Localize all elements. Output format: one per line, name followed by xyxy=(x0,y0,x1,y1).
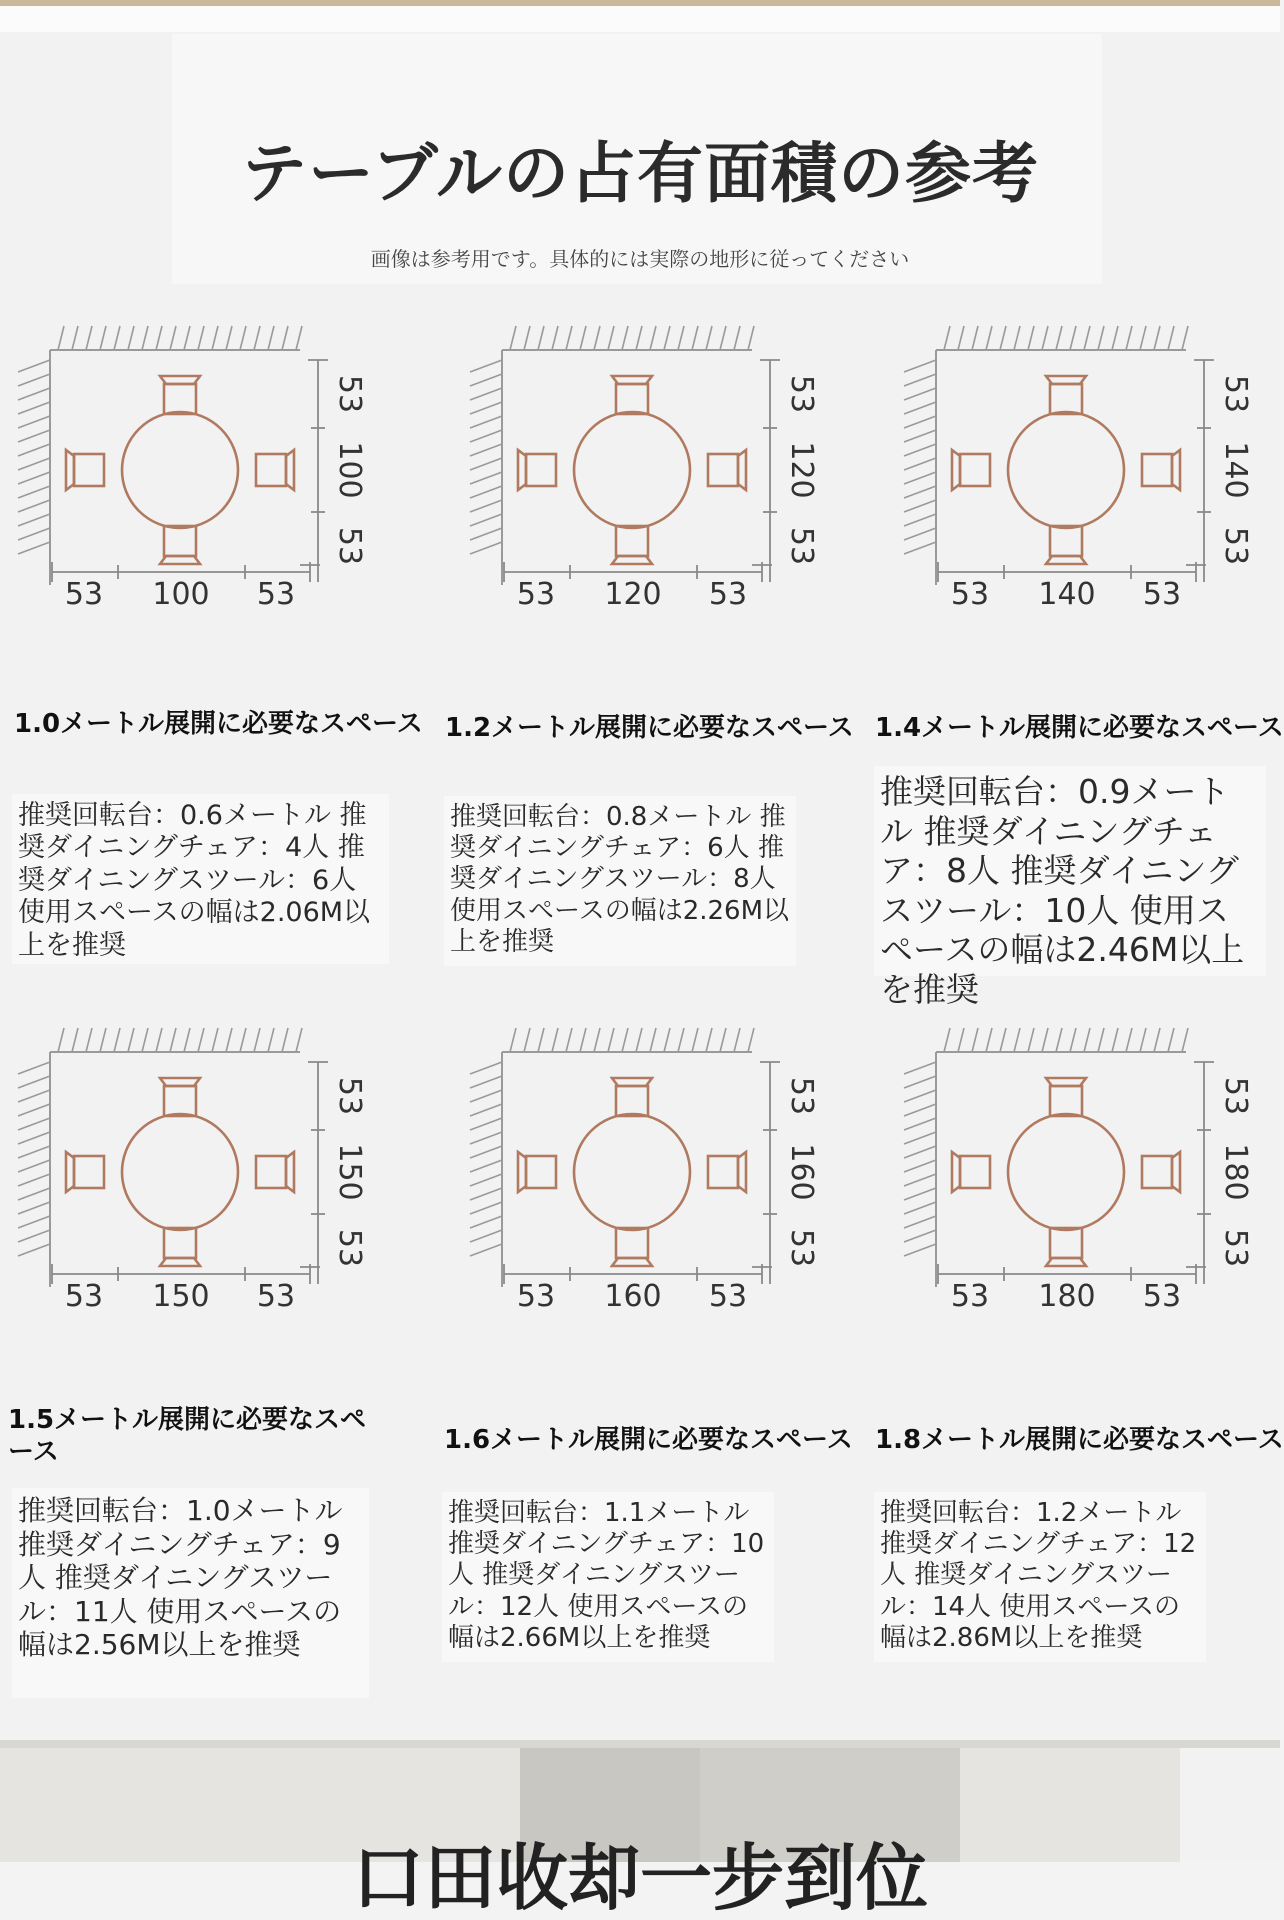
wall-hatch xyxy=(678,326,684,350)
dimension-label: 53 xyxy=(64,1279,104,1314)
wall-hatch xyxy=(904,1118,936,1130)
wall-hatch xyxy=(282,326,288,350)
dimension-label: 53 xyxy=(256,577,296,612)
wall-hatch xyxy=(58,1028,64,1052)
wall-hatch xyxy=(1084,326,1090,350)
wall-hatch xyxy=(18,374,50,386)
wall-hatch xyxy=(904,1146,936,1158)
wall-hatch xyxy=(18,1076,50,1088)
recommendation-text: 推奨回転台：0.6メートル 推奨ダイニングチェア：4人 推奨ダイニングスツール：6人 使用スペースの幅は2.06M以上を推奨 xyxy=(18,800,371,961)
wall-hatch xyxy=(254,1028,260,1052)
wall-hatch xyxy=(904,1076,936,1088)
wall-hatch xyxy=(664,326,670,350)
wall-hatch xyxy=(1140,1028,1146,1052)
wall-hatch xyxy=(470,1076,502,1088)
wall-hatch xyxy=(212,326,218,350)
wall-hatch xyxy=(156,326,162,350)
wall-hatch xyxy=(1140,326,1146,350)
wall-hatch xyxy=(18,388,50,400)
wall-hatch xyxy=(212,1028,218,1052)
wall-hatch xyxy=(470,458,502,470)
wall-hatch xyxy=(226,1028,232,1052)
dimension-label: 53 xyxy=(784,1228,819,1268)
wall-hatch xyxy=(198,326,204,350)
wall-hatch xyxy=(944,1028,950,1052)
wall-hatch xyxy=(734,1028,740,1052)
dimension-label: 53 xyxy=(332,1228,367,1268)
dimension-label: 53 xyxy=(1218,1076,1253,1116)
wall-hatch xyxy=(1042,326,1048,350)
wall-hatch xyxy=(1098,1028,1104,1052)
wall-hatch xyxy=(1070,326,1076,350)
wall-hatch xyxy=(538,1028,544,1052)
wall-hatch xyxy=(470,1244,502,1256)
wall-hatch xyxy=(1112,326,1118,350)
wall-hatch xyxy=(18,1090,50,1102)
wall-hatch xyxy=(1182,326,1188,350)
wall-hatch xyxy=(1056,1028,1062,1052)
wall-hatch xyxy=(904,1188,936,1200)
size-caption: 1.0メートル展開に必要なスペース xyxy=(14,709,423,739)
wall-hatch xyxy=(594,1028,600,1052)
wall-hatch xyxy=(904,528,936,540)
dimension-label: 180 xyxy=(1038,1279,1096,1314)
wall-hatch xyxy=(156,1028,162,1052)
wall-hatch xyxy=(18,1230,50,1242)
wall-hatch xyxy=(268,326,274,350)
wall-hatch xyxy=(904,500,936,512)
wall-hatch xyxy=(566,1028,572,1052)
wall-hatch xyxy=(972,326,978,350)
wall-hatch xyxy=(18,1202,50,1214)
wall-hatch xyxy=(1168,1028,1174,1052)
wall-hatch xyxy=(254,326,260,350)
size-caption: 1.8メートル展開に必要なスペース xyxy=(875,1425,1284,1455)
wall-hatch xyxy=(282,1028,288,1052)
wall-hatch xyxy=(470,1230,502,1242)
wall-hatch xyxy=(510,326,516,350)
wall-hatch xyxy=(18,486,50,498)
table-diagram-6 xyxy=(886,1022,1253,1322)
wall-hatch xyxy=(18,1132,50,1144)
wall-hatch xyxy=(904,1062,936,1074)
wall-hatch xyxy=(470,1104,502,1116)
wall-hatch xyxy=(692,326,698,350)
wall-hatch xyxy=(1028,326,1034,350)
wall-hatch xyxy=(636,1028,642,1052)
wall-hatch xyxy=(538,326,544,350)
dimension-label: 53 xyxy=(784,1076,819,1116)
wall-hatch xyxy=(226,326,232,350)
wall-hatch xyxy=(608,1028,614,1052)
wall-hatch xyxy=(1000,326,1006,350)
table-layout-diagram xyxy=(886,320,1253,620)
wall-hatch xyxy=(470,1118,502,1130)
wall-hatch xyxy=(18,458,50,470)
wall-hatch xyxy=(650,1028,656,1052)
wall-hatch xyxy=(86,1028,92,1052)
dimension-label: 53 xyxy=(516,577,556,612)
wall-hatch xyxy=(904,1132,936,1144)
recommendation-text: 推奨回転台：1.1メートル 推奨ダイニングチェア：10人 推奨ダイニングスツール：12人 使用スペースの幅は2.66M以上を推奨 xyxy=(448,1498,765,1653)
recommendation-text: 推奨回転台：1.0メートル 推奨ダイニングチェア：9人 推奨ダイニングスツール：11人 使用スペースの幅は2.56M以上を推奨 xyxy=(18,1494,343,1662)
dimension-label: 53 xyxy=(332,374,367,414)
wall-hatch xyxy=(470,1216,502,1228)
wall-hatch xyxy=(268,1028,274,1052)
wall-hatch xyxy=(1000,1028,1006,1052)
wall-hatch xyxy=(972,1028,978,1052)
top-white-strip xyxy=(0,6,1280,32)
wall-hatch xyxy=(1056,326,1062,350)
table-diagram-4 xyxy=(0,1022,367,1322)
wall-hatch xyxy=(128,326,134,350)
wall-hatch xyxy=(18,1160,50,1172)
wall-hatch xyxy=(608,326,614,350)
wall-hatch xyxy=(904,458,936,470)
dimension-label: 53 xyxy=(1218,1228,1253,1268)
wall-hatch xyxy=(18,1244,50,1256)
recommendation-text: 推奨回転台：1.2メートル 推奨ダイニングチェア：12人 推奨ダイニングスツール：14人 使用スペースの幅は2.86M以上を推奨 xyxy=(880,1498,1197,1653)
dimension-label: 180 xyxy=(1218,1143,1253,1201)
table-layout-diagram xyxy=(452,1022,819,1322)
wall-hatch xyxy=(1126,326,1132,350)
dimension-label: 53 xyxy=(708,577,748,612)
wall-hatch xyxy=(904,1230,936,1242)
wall-hatch xyxy=(72,326,78,350)
dimension-label: 160 xyxy=(604,1279,662,1314)
wall-hatch xyxy=(470,542,502,554)
wall-hatch xyxy=(1182,1028,1188,1052)
wall-hatch xyxy=(470,1132,502,1144)
dimension-label: 160 xyxy=(784,1143,819,1201)
dimension-label: 53 xyxy=(64,577,104,612)
wall-hatch xyxy=(100,1028,106,1052)
wall-hatch xyxy=(1126,1028,1132,1052)
wall-hatch xyxy=(198,1028,204,1052)
dimension-label: 53 xyxy=(784,526,819,566)
table-diagram-2 xyxy=(452,320,819,620)
wall-hatch xyxy=(72,1028,78,1052)
wall-hatch xyxy=(904,1202,936,1214)
wall-hatch xyxy=(18,500,50,512)
wall-hatch xyxy=(470,486,502,498)
wall-hatch xyxy=(986,1028,992,1052)
wall-hatch xyxy=(470,388,502,400)
wall-hatch xyxy=(18,1062,50,1074)
table-layout-diagram xyxy=(886,1022,1253,1322)
wall-hatch xyxy=(100,326,106,350)
wall-hatch xyxy=(904,416,936,428)
wall-hatch xyxy=(18,1104,50,1116)
wall-hatch xyxy=(18,416,50,428)
wall-hatch xyxy=(720,1028,726,1052)
wall-hatch xyxy=(958,326,964,350)
wall-hatch xyxy=(470,1090,502,1102)
recommendation-text: 推奨回転台：0.8メートル 推奨ダイニングチェア：6人 推奨ダイニングスツール：8人 使用スペースの幅は2.26M以上を推奨 xyxy=(450,802,790,957)
wall-hatch xyxy=(904,388,936,400)
wall-hatch xyxy=(904,430,936,442)
wall-hatch xyxy=(1014,1028,1020,1052)
table-diagram-3 xyxy=(886,320,1253,620)
wall-hatch xyxy=(904,402,936,414)
dimension-label: 53 xyxy=(950,577,990,612)
wall-hatch xyxy=(1098,326,1104,350)
wall-hatch xyxy=(622,1028,628,1052)
wall-hatch xyxy=(18,1146,50,1158)
table-diagram-5 xyxy=(452,1022,819,1322)
wall-hatch xyxy=(296,1028,302,1052)
wall-hatch xyxy=(470,500,502,512)
page-title: テーブルの占有面積の参考 xyxy=(240,135,1040,212)
wall-hatch xyxy=(580,326,586,350)
page-subtitle: 画像は参考用です。具体的には実際の地形に従ってください xyxy=(370,247,910,271)
wall-hatch xyxy=(470,374,502,386)
wall-hatch xyxy=(114,326,120,350)
table-diagram-1 xyxy=(0,320,367,620)
wall-hatch xyxy=(748,1028,754,1052)
wall-hatch xyxy=(524,326,530,350)
wall-hatch xyxy=(1168,326,1174,350)
wall-hatch xyxy=(470,1160,502,1172)
wall-hatch xyxy=(650,326,656,350)
wall-hatch xyxy=(1112,1028,1118,1052)
wall-hatch xyxy=(904,1174,936,1186)
wall-hatch xyxy=(470,1174,502,1186)
wall-hatch xyxy=(904,1216,936,1228)
wall-hatch xyxy=(170,326,176,350)
wall-hatch xyxy=(580,1028,586,1052)
wall-hatch xyxy=(678,1028,684,1052)
wall-hatch xyxy=(18,472,50,484)
wall-hatch xyxy=(18,1118,50,1130)
wall-hatch xyxy=(734,326,740,350)
dimension-label: 140 xyxy=(1038,577,1096,612)
dimension-label: 53 xyxy=(1142,577,1182,612)
dimension-label: 53 xyxy=(332,1076,367,1116)
wall-hatch xyxy=(594,326,600,350)
wall-hatch xyxy=(470,402,502,414)
wall-hatch xyxy=(904,542,936,554)
wall-hatch xyxy=(18,514,50,526)
wall-hatch xyxy=(18,1188,50,1200)
wall-hatch xyxy=(1042,1028,1048,1052)
wall-hatch xyxy=(904,514,936,526)
wall-hatch xyxy=(1154,326,1160,350)
wall-hatch xyxy=(470,444,502,456)
wall-hatch xyxy=(240,1028,246,1052)
wall-hatch xyxy=(552,1028,558,1052)
dimension-label: 53 xyxy=(784,374,819,414)
wall-hatch xyxy=(904,486,936,498)
wall-hatch xyxy=(1154,1028,1160,1052)
wall-hatch xyxy=(470,514,502,526)
wall-hatch xyxy=(720,326,726,350)
wall-hatch xyxy=(470,472,502,484)
dimension-label: 120 xyxy=(604,577,662,612)
wall-hatch xyxy=(552,326,558,350)
wall-hatch xyxy=(184,1028,190,1052)
wall-hatch xyxy=(622,326,628,350)
wall-hatch xyxy=(1028,1028,1034,1052)
dimension-label: 53 xyxy=(516,1279,556,1314)
wall-hatch xyxy=(240,326,246,350)
wall-hatch xyxy=(706,326,712,350)
wall-hatch xyxy=(142,1028,148,1052)
dimension-label: 53 xyxy=(332,526,367,566)
size-caption: 1.2メートル展開に必要なスペース xyxy=(445,713,854,743)
wall-hatch xyxy=(958,1028,964,1052)
bottom-banner-title: 口田收却一步到位 xyxy=(351,1836,928,1920)
wall-hatch xyxy=(470,360,502,372)
wall-hatch xyxy=(470,430,502,442)
wall-hatch xyxy=(470,1202,502,1214)
wall-hatch xyxy=(904,360,936,372)
wall-hatch xyxy=(18,542,50,554)
size-caption: 1.6メートル展開に必要なスペース xyxy=(444,1425,853,1455)
dimension-label: 100 xyxy=(152,577,210,612)
wall-hatch xyxy=(986,326,992,350)
dimension-label: 53 xyxy=(1218,526,1253,566)
wall-hatch xyxy=(18,360,50,372)
wall-hatch xyxy=(748,326,754,350)
dimension-label: 140 xyxy=(1218,441,1253,499)
dimension-label: 53 xyxy=(950,1279,990,1314)
wall-hatch xyxy=(470,416,502,428)
wall-hatch xyxy=(692,1028,698,1052)
wall-hatch xyxy=(904,1090,936,1102)
wall-hatch xyxy=(1084,1028,1090,1052)
wall-hatch xyxy=(636,326,642,350)
size-caption: 1.5メートル展開に必要なスペース xyxy=(8,1405,367,1467)
size-caption: 1.4メートル展開に必要なスペース xyxy=(875,713,1284,743)
wall-hatch xyxy=(904,1244,936,1256)
dimension-label: 53 xyxy=(1142,1279,1182,1314)
wall-hatch xyxy=(944,326,950,350)
wall-hatch xyxy=(904,444,936,456)
wall-hatch xyxy=(524,1028,530,1052)
wall-hatch xyxy=(18,528,50,540)
wall-hatch xyxy=(18,1174,50,1186)
wall-hatch xyxy=(114,1028,120,1052)
wall-hatch xyxy=(470,1062,502,1074)
wall-hatch xyxy=(296,326,302,350)
wall-hatch xyxy=(470,1188,502,1200)
wall-hatch xyxy=(18,402,50,414)
wall-hatch xyxy=(1014,326,1020,350)
wall-hatch xyxy=(470,1146,502,1158)
wall-hatch xyxy=(128,1028,134,1052)
table-layout-diagram xyxy=(0,320,367,620)
wall-hatch xyxy=(18,1216,50,1228)
dimension-label: 53 xyxy=(256,1279,296,1314)
wall-hatch xyxy=(18,430,50,442)
wall-hatch xyxy=(58,326,64,350)
wall-hatch xyxy=(904,472,936,484)
wall-hatch xyxy=(142,326,148,350)
recommendation-text: 推奨回転台：0.9メートル 推奨ダイニングチェア：8人 推奨ダイニングスツール：10人 使用スペースの幅は2.46M以上を推奨 xyxy=(880,772,1245,1009)
wall-hatch xyxy=(170,1028,176,1052)
table-layout-diagram xyxy=(452,320,819,620)
wall-hatch xyxy=(706,1028,712,1052)
dimension-label: 150 xyxy=(332,1143,367,1201)
dimension-label: 120 xyxy=(784,441,819,499)
wall-hatch xyxy=(510,1028,516,1052)
wall-hatch xyxy=(904,1104,936,1116)
dimension-label: 150 xyxy=(152,1279,210,1314)
wall-hatch xyxy=(86,326,92,350)
wall-hatch xyxy=(1070,1028,1076,1052)
wall-hatch xyxy=(566,326,572,350)
wall-hatch xyxy=(184,326,190,350)
table-layout-diagram xyxy=(0,1022,367,1322)
wall-hatch xyxy=(904,374,936,386)
dimension-label: 100 xyxy=(332,441,367,499)
dimension-label: 53 xyxy=(708,1279,748,1314)
wall-hatch xyxy=(470,528,502,540)
wall-hatch xyxy=(664,1028,670,1052)
wall-hatch xyxy=(18,444,50,456)
wall-hatch xyxy=(904,1160,936,1172)
dimension-label: 53 xyxy=(1218,374,1253,414)
